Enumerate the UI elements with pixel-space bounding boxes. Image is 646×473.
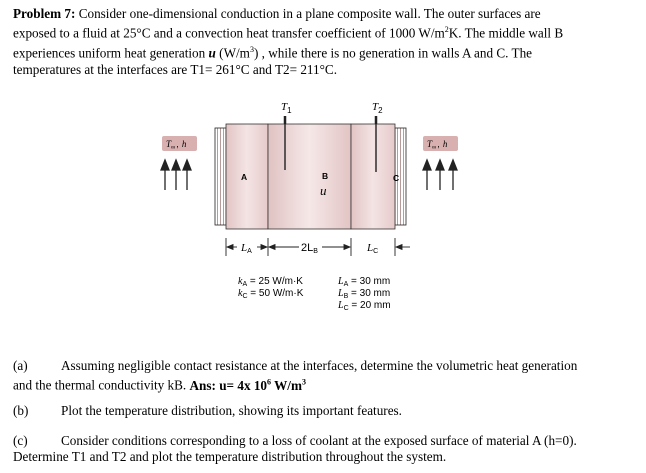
label-wall-c: C [393, 173, 400, 183]
property-list [238, 276, 391, 312]
answer-a: Ans: u= 4x $10^6$ $W/m^3$ [189, 377, 306, 393]
dimension-lines [226, 238, 410, 256]
prop-la: $L_A = 30$ mm [338, 276, 391, 288]
question-a: (a) Assuming negligible contact resistance at the interfaces, determine the volumetric heat generation and the thermal conductivity kB. Ans: u= 4x $10^6$ $W/m^3$ [13, 358, 578, 393]
problem-line-4: temperatures at the interfaces are T1= 261°C and T2= 211°C. [13, 61, 337, 77]
problem-line-2: exposed to a fluid at 25°C and a convection heat transfer coefficient of 1000 $W/m^2K$. The middle wall B [13, 25, 564, 41]
label-t1: $T_1$ [281, 101, 292, 115]
problem-line-3: experiences uniform heat generation u $(W/m^3)$ , while there is no generation in walls A and C. The [13, 44, 533, 61]
prop-lc: $L_C = 20$ mm [338, 300, 391, 312]
dim-lb: 2LB [301, 242, 318, 255]
prop-lb: $L_B = 30$ mm [338, 288, 391, 300]
question-c: (c) Consider conditions corresponding to a loss of coolant at the exposed surface of material A (h=0). Determine T1 and T2 and plot the temperature distribution throughout the system. [13, 433, 577, 465]
question-b: (b) Plot the temperature distribution, showing its important features. [13, 403, 402, 418]
problem-title: Problem 7: [13, 6, 76, 21]
label-wall-a: A [241, 172, 248, 182]
wall-c [351, 124, 395, 229]
flow-arrows-left [161, 160, 191, 190]
label-generation-u: u [320, 183, 327, 198]
label-t2: $T_2$ [372, 101, 383, 115]
left-wall-hatch [215, 128, 226, 225]
prop-ka: $k_A = 25$ W/m·K [238, 276, 303, 288]
flow-arrows-right [423, 160, 457, 190]
prop-kc: $k_C = 50$ W/m·K [238, 288, 304, 300]
question-b-label: (b) [13, 403, 29, 418]
problem-line-1: Problem 7: Consider one-dimensional conduction in a plane composite wall. The outer surfaces are [13, 6, 541, 21]
dim-lc: LC [367, 242, 379, 255]
svg-text:T∞,h: $T_\infty$, h [427, 139, 448, 151]
question-c-label: (c) [13, 433, 28, 448]
dim-la: LA [241, 242, 252, 255]
svg-text:T∞,h: $T_\infty$, h [166, 139, 187, 151]
label-wall-b: B [322, 171, 329, 181]
wall-b [268, 124, 351, 229]
question-a-label: (a) [13, 358, 28, 373]
